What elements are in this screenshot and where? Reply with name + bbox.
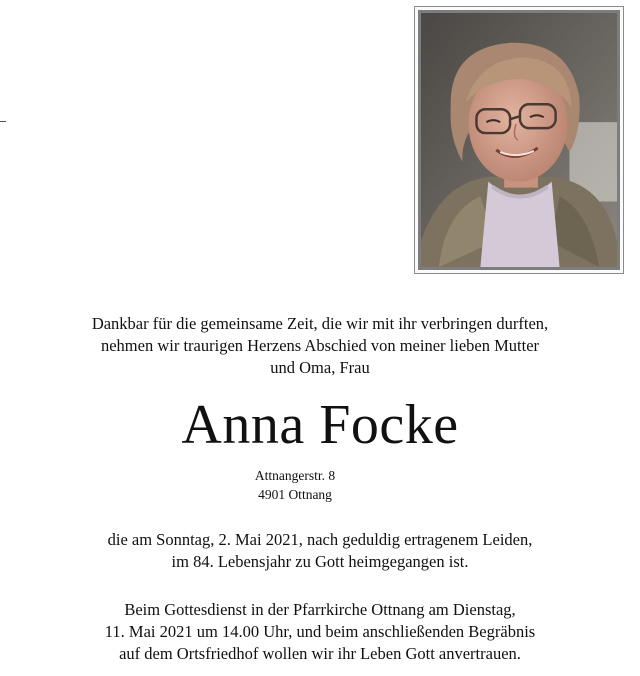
intro-line: und Oma, Frau (270, 358, 370, 377)
intro-text (0, 313, 640, 379)
intro-line: Dankbar für die gemeinsame Zeit, die wir mit ihr verbringen durften, (91, 314, 549, 333)
service-line: 11. Mai 2021 um 14.00 Uhr, und beim anschließenden Begräbnis (104, 622, 536, 641)
death-notice-text (0, 529, 640, 573)
intro-line: nehmen wir traurigen Herzens Abschied von meiner lieben Mutter (100, 336, 540, 355)
funeral-service-text (0, 599, 640, 665)
portrait-illustration (421, 13, 617, 267)
death-line: im 84. Lebensjahr zu Gott heimgegangen ist. (171, 552, 469, 571)
death-line: die am Sonntag, 2. Mai 2021, nach geduldig ertragenem Leiden, (107, 530, 533, 549)
service-line: auf dem Ortsfriedhof wollen wir ihr Leben Gott anvertrauen. (119, 644, 521, 663)
margin-tick-mark (0, 121, 6, 122)
deceased-name: Anna Focke (181, 394, 459, 456)
address-street: Attnangerstr. 8 (254, 468, 336, 483)
portrait-photo (418, 10, 620, 270)
portrait-photo-frame (414, 6, 624, 274)
address-city: 4901 Ottnang (258, 487, 332, 502)
address-block (0, 466, 590, 504)
service-line: Beim Gottesdienst in der Pfarrkirche Ottnang am Dienstag, (124, 600, 516, 619)
